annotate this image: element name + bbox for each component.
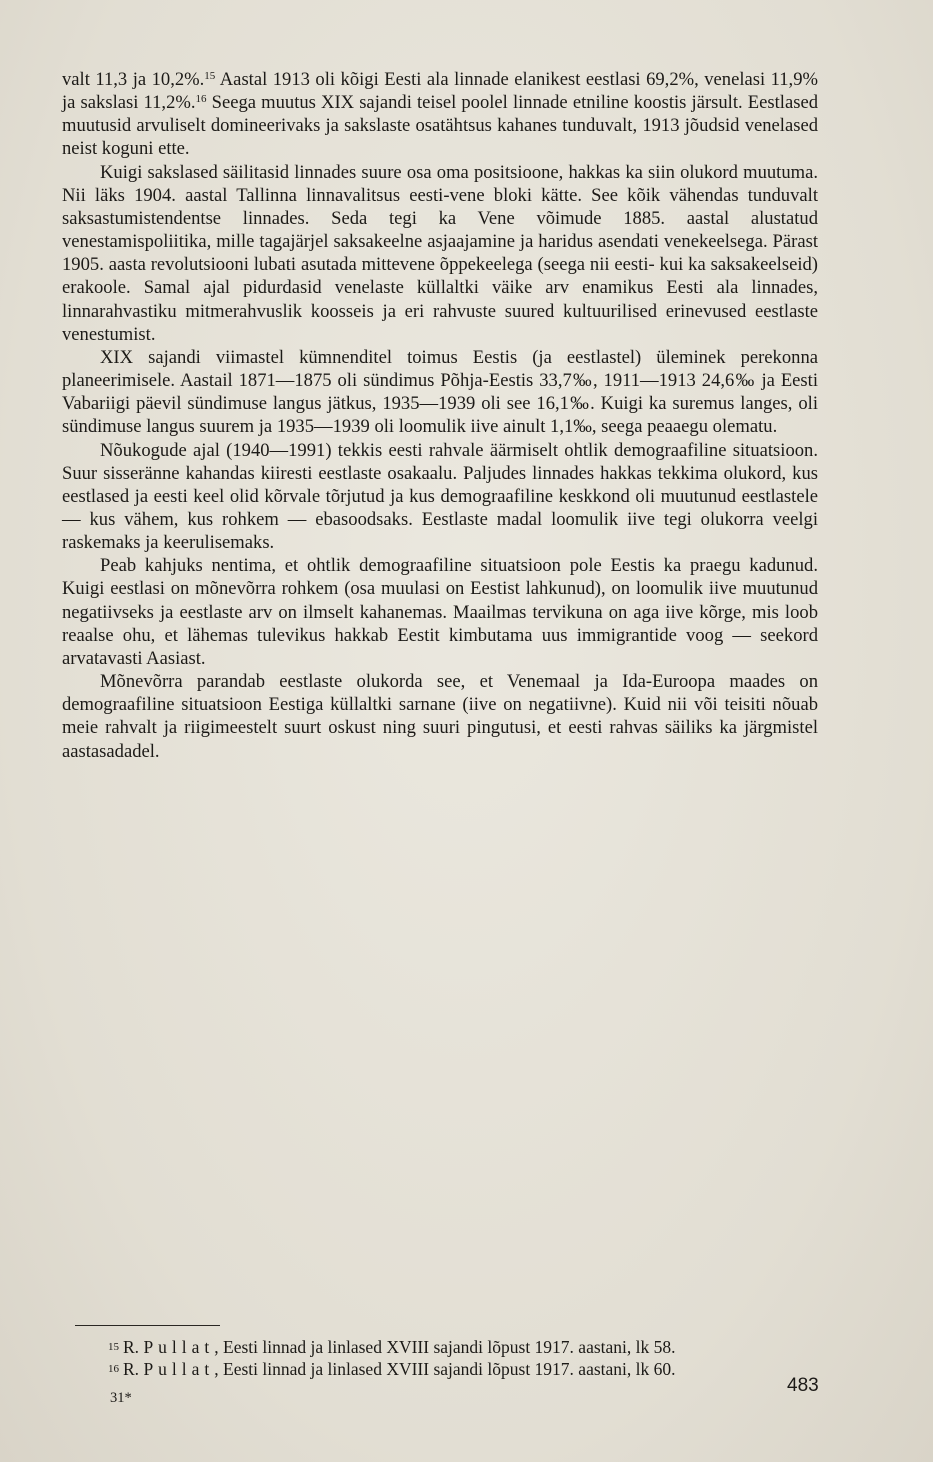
footnote [108,1358,828,1380]
paragraph [62,68,818,161]
paragraph-text: Kuigi sakslased säilitasid linnades suure osa oma positsioone, hakkas ka siin olukord muutuma. Nii läks 1904. aastal Tallinna linnavalitsus eesti-vene bloki kätte. See kõik vähendas tunduvalt saksastumistendentse linnades. Seda tegi ka Vene võimude 1885. aastal alustatud venestamispoliitika, mille tagajärjel saksakeelne asjaajamine ja haridus asendati venekeelsega. Pärast 1905. aasta revolutsiooni lubati asutada mittevene õppekeelega (seega nii eesti- kui ka saksakeelseid) erakoole. Samal ajal pidurdasid venelaste küllaltki väike arv enamikus Eesti ala linnades, linnarahvastiku mitmerahvuslik koosseis ja eri rahvuste suured kultuurilised erinevused eestlaste venestumist. [62,161,818,345]
paragraph [62,346,818,439]
paragraph-text: XIX sajandi viimastel kümnenditel toimus Eestis (ja eestlastel) üleminek perekonna planeerimisele. Aastail 1871—1875 oli sündimus Põhja-Eestis 33,7‰, 1911—1913 24,6‰ ja Eesti Vabariigi päevil sündimuse langus jätkus, 1935—1939 oli see 16,1‰. Kuigi ka suremus langes, oli sündimuse langus suurem ja 1935—1939 oli loomulik iive ainult 1,1‰, seega peaaegu olematu. [62,346,818,438]
page-number: 483 [787,1375,819,1396]
paragraph [62,439,818,555]
footnote-reference: 16 [195,93,207,106]
footnote-number: 15 [108,1341,119,1353]
paragraph-text: Aastal 1913 oli kõigi Eesti ala linnade elanikest eestlasi 69,2%, venelasi 11,9% ja sakslasi 11,2%. [62,69,818,114]
printer-signature-mark: 31* [110,1390,132,1406]
paragraph [62,554,818,670]
author-name: Pullat [143,1337,215,1357]
paragraph-text: Nõukogude ajal (1940—1991) tekkis eesti rahvale äärmiselt ohtlik demograafiline situatsioon. Suur sisseränne kahandas kiiresti eestlaste osakaalu. Paljudes linnades hakkas tekkima olukord, kus eestlased ja eesti keel olid kõrvale tõrjutud ja kus demograafiline keskkond oli muutunud eestlastele — kus vähem, kus rohkem — ebasoodsaks. Eestlaste madal loomulik iive tegi olukorra veelgi raskemaks ja keerulisemaks. [62,439,818,554]
paragraph-text: Seega muutus XIX sajandi teisel poolel linnade etniline koostis järsult. Eestlased muutusid arvuliselt domineerivaks ja sakslaste osatähtsus kahanes tunduvalt, 1913 jõudsid venelased neist koguni ette. [62,92,818,160]
footnote-text: , Eesti linnad ja linlased XVIII sajandi lõpust 1917. aastani, lk 60. [214,1359,676,1379]
footnote-reference: 15 [204,70,216,82]
footnote [108,1336,828,1358]
paragraph-text: valt 11,3 ja 10,2%. [62,69,205,90]
author-name: Pullat [143,1359,215,1379]
author-initial: R. [123,1359,140,1379]
paragraph-text: Mõnevõrra parandab eestlaste olukorda see, et Venemaal ja Ida-Euroopa maades on demograafiline situatsioon Eestiga küllaltki sarnane (iive on negatiivne). Kuid nii või teisiti nõuab meie rahvalt ja riigimeestelt suurt oskust ning suuri pingutusi, et eesti rahvas säiliks ka järgmistel aastasadadel. [62,671,818,762]
paragraph [62,161,818,346]
footnote-number: 16 [108,1363,119,1375]
footnote-text: , Eesti linnad ja linlased XVIII sajandi lõpust 1917. aastani, lk 58. [214,1337,676,1357]
author-initial: R. [123,1337,140,1357]
footnotes [108,1336,828,1380]
footnote-rule [75,1325,220,1326]
body-text [62,68,818,763]
paragraph [62,670,818,763]
paragraph-text: Peab kahjuks nentima, et ohtlik demograafiline situatsioon pole Eestis ka praegu kadunud. Kuigi eestlasi on mõnevõrra rohkem (osa muulasi on Eestist lahkunud), on loomulik iive muutunud negatiivseks ja eestlaste arv on ilmselt kahanemas. Maailmas tervikuna on aga iive kõrge, mis loob reaalse ohu, et lähemas tulevikus hakkab Eestit kimbutama uus immigrantide voog — seekord arvatavasti Aasiast. [62,555,818,669]
